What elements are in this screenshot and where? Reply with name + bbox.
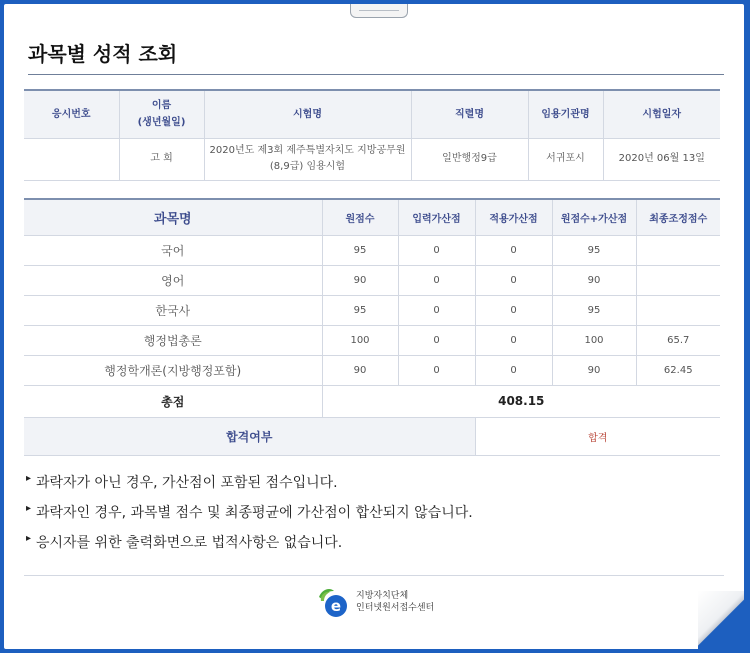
e-logo-icon — [316, 585, 350, 619]
agency-value: 서귀포시 — [528, 138, 603, 180]
input-bonus-cell: 0 — [398, 355, 475, 385]
applied-bonus-cell: 0 — [475, 295, 552, 325]
final-adjusted-cell — [636, 235, 720, 265]
list-item — [26, 468, 473, 498]
total-row — [24, 385, 720, 417]
applicant-name-value: 고 희 — [119, 138, 204, 180]
raw-plus-bonus-cell: 100 — [552, 325, 636, 355]
table-row — [24, 235, 720, 265]
applied-bonus-cell: 0 — [475, 355, 552, 385]
header-exam-date: 시험일자 — [603, 90, 720, 138]
subject-cell: 행정학개론(지방행정포함) — [24, 355, 322, 385]
exam-name-line1: 2020년도 제3회 제주특별자치도 지방공무원 — [209, 145, 406, 156]
bullet-icon: ▸ — [26, 533, 32, 544]
list-item — [26, 528, 473, 558]
raw-plus-bonus-cell: 90 — [552, 355, 636, 385]
table-row — [24, 325, 720, 355]
input-bonus-cell: 0 — [398, 295, 475, 325]
applied-bonus-cell: 0 — [475, 325, 552, 355]
header-raw-plus-bonus: 원점수+가산점 — [552, 199, 636, 235]
footer-divider — [24, 575, 724, 576]
bullet-icon: ▸ — [26, 503, 32, 514]
header-series: 직렬명 — [411, 90, 528, 138]
footer-logo — [316, 585, 434, 619]
subject-cell: 영어 — [24, 265, 322, 295]
raw-score-cell: 90 — [322, 265, 398, 295]
note-text: 응시자를 위한 출력화면으로 법적사항은 없습니다. — [36, 535, 343, 551]
logo-line1: 지방자치단체 — [356, 591, 409, 601]
note-text: 과락자가 아닌 경우, 가산점이 포함된 점수입니다. — [36, 475, 338, 491]
pass-value: 합격 — [475, 417, 720, 455]
header-subject: 과목명 — [24, 199, 322, 235]
final-adjusted-cell: 62.45 — [636, 355, 720, 385]
info-data-row — [24, 138, 720, 180]
raw-score-cell: 95 — [322, 295, 398, 325]
header-applied-bonus: 적용가산점 — [475, 199, 552, 235]
raw-plus-bonus-cell: 95 — [552, 235, 636, 265]
header-exam-name: 시험명 — [204, 90, 411, 138]
input-bonus-cell: 0 — [398, 325, 475, 355]
subject-cell: 한국사 — [24, 295, 322, 325]
info-header-row — [24, 90, 720, 138]
notes-list — [26, 468, 473, 558]
header-agency: 임용기관명 — [528, 90, 603, 138]
page-title: 과목별 성적 조회 — [28, 42, 178, 66]
exam-name-line2: (8,9급) 임용시험 — [269, 161, 346, 172]
input-bonus-cell: 0 — [398, 265, 475, 295]
table-row — [24, 355, 720, 385]
total-label: 총점 — [24, 385, 322, 417]
raw-score-cell: 100 — [322, 325, 398, 355]
applicant-no-value — [24, 138, 119, 180]
final-adjusted-cell — [636, 295, 720, 325]
note-text: 과락자인 경우, 과목별 점수 및 최종평균에 가산점이 합산되지 않습니다. — [36, 505, 473, 521]
logo-line2: 인터넷원서접수센터 — [356, 603, 435, 613]
raw-score-cell: 90 — [322, 355, 398, 385]
document-paper — [4, 4, 744, 649]
applied-bonus-cell: 0 — [475, 265, 552, 295]
subject-cell: 행정법총론 — [24, 325, 322, 355]
raw-plus-bonus-cell: 95 — [552, 295, 636, 325]
table-row — [24, 295, 720, 325]
svg-text:e: e — [330, 597, 342, 615]
exam-date-value: 2020년 06월 13일 — [603, 138, 720, 180]
raw-score-cell: 95 — [322, 235, 398, 265]
final-adjusted-cell — [636, 265, 720, 295]
score-header-row — [24, 199, 720, 235]
exam-name-value — [204, 138, 411, 180]
header-applicant-no: 응시번호 — [24, 90, 119, 138]
score-table — [24, 198, 720, 456]
page-curl-decoration — [698, 591, 744, 649]
header-raw-score: 원점수 — [322, 199, 398, 235]
header-input-bonus: 입력가산점 — [398, 199, 475, 235]
logo-text — [356, 590, 434, 614]
title-divider — [28, 74, 724, 75]
applicant-info-table — [24, 89, 720, 181]
table-row — [24, 265, 720, 295]
total-value: 408.15 — [322, 385, 720, 417]
bullet-icon: ▸ — [26, 473, 32, 484]
header-name-label: 이름 — [151, 100, 172, 112]
paper-clip-decoration — [350, 4, 408, 18]
pass-row — [24, 417, 720, 455]
subject-cell: 국어 — [24, 235, 322, 265]
pass-label: 합격여부 — [24, 417, 475, 455]
header-name — [119, 90, 204, 138]
input-bonus-cell: 0 — [398, 235, 475, 265]
series-value: 일반행정9급 — [411, 138, 528, 180]
list-item — [26, 498, 473, 528]
applied-bonus-cell: 0 — [475, 235, 552, 265]
header-final-adjusted: 최종조정점수 — [636, 199, 720, 235]
final-adjusted-cell: 65.7 — [636, 325, 720, 355]
header-birthdate-label: (생년월일) — [137, 117, 186, 129]
raw-plus-bonus-cell: 90 — [552, 265, 636, 295]
